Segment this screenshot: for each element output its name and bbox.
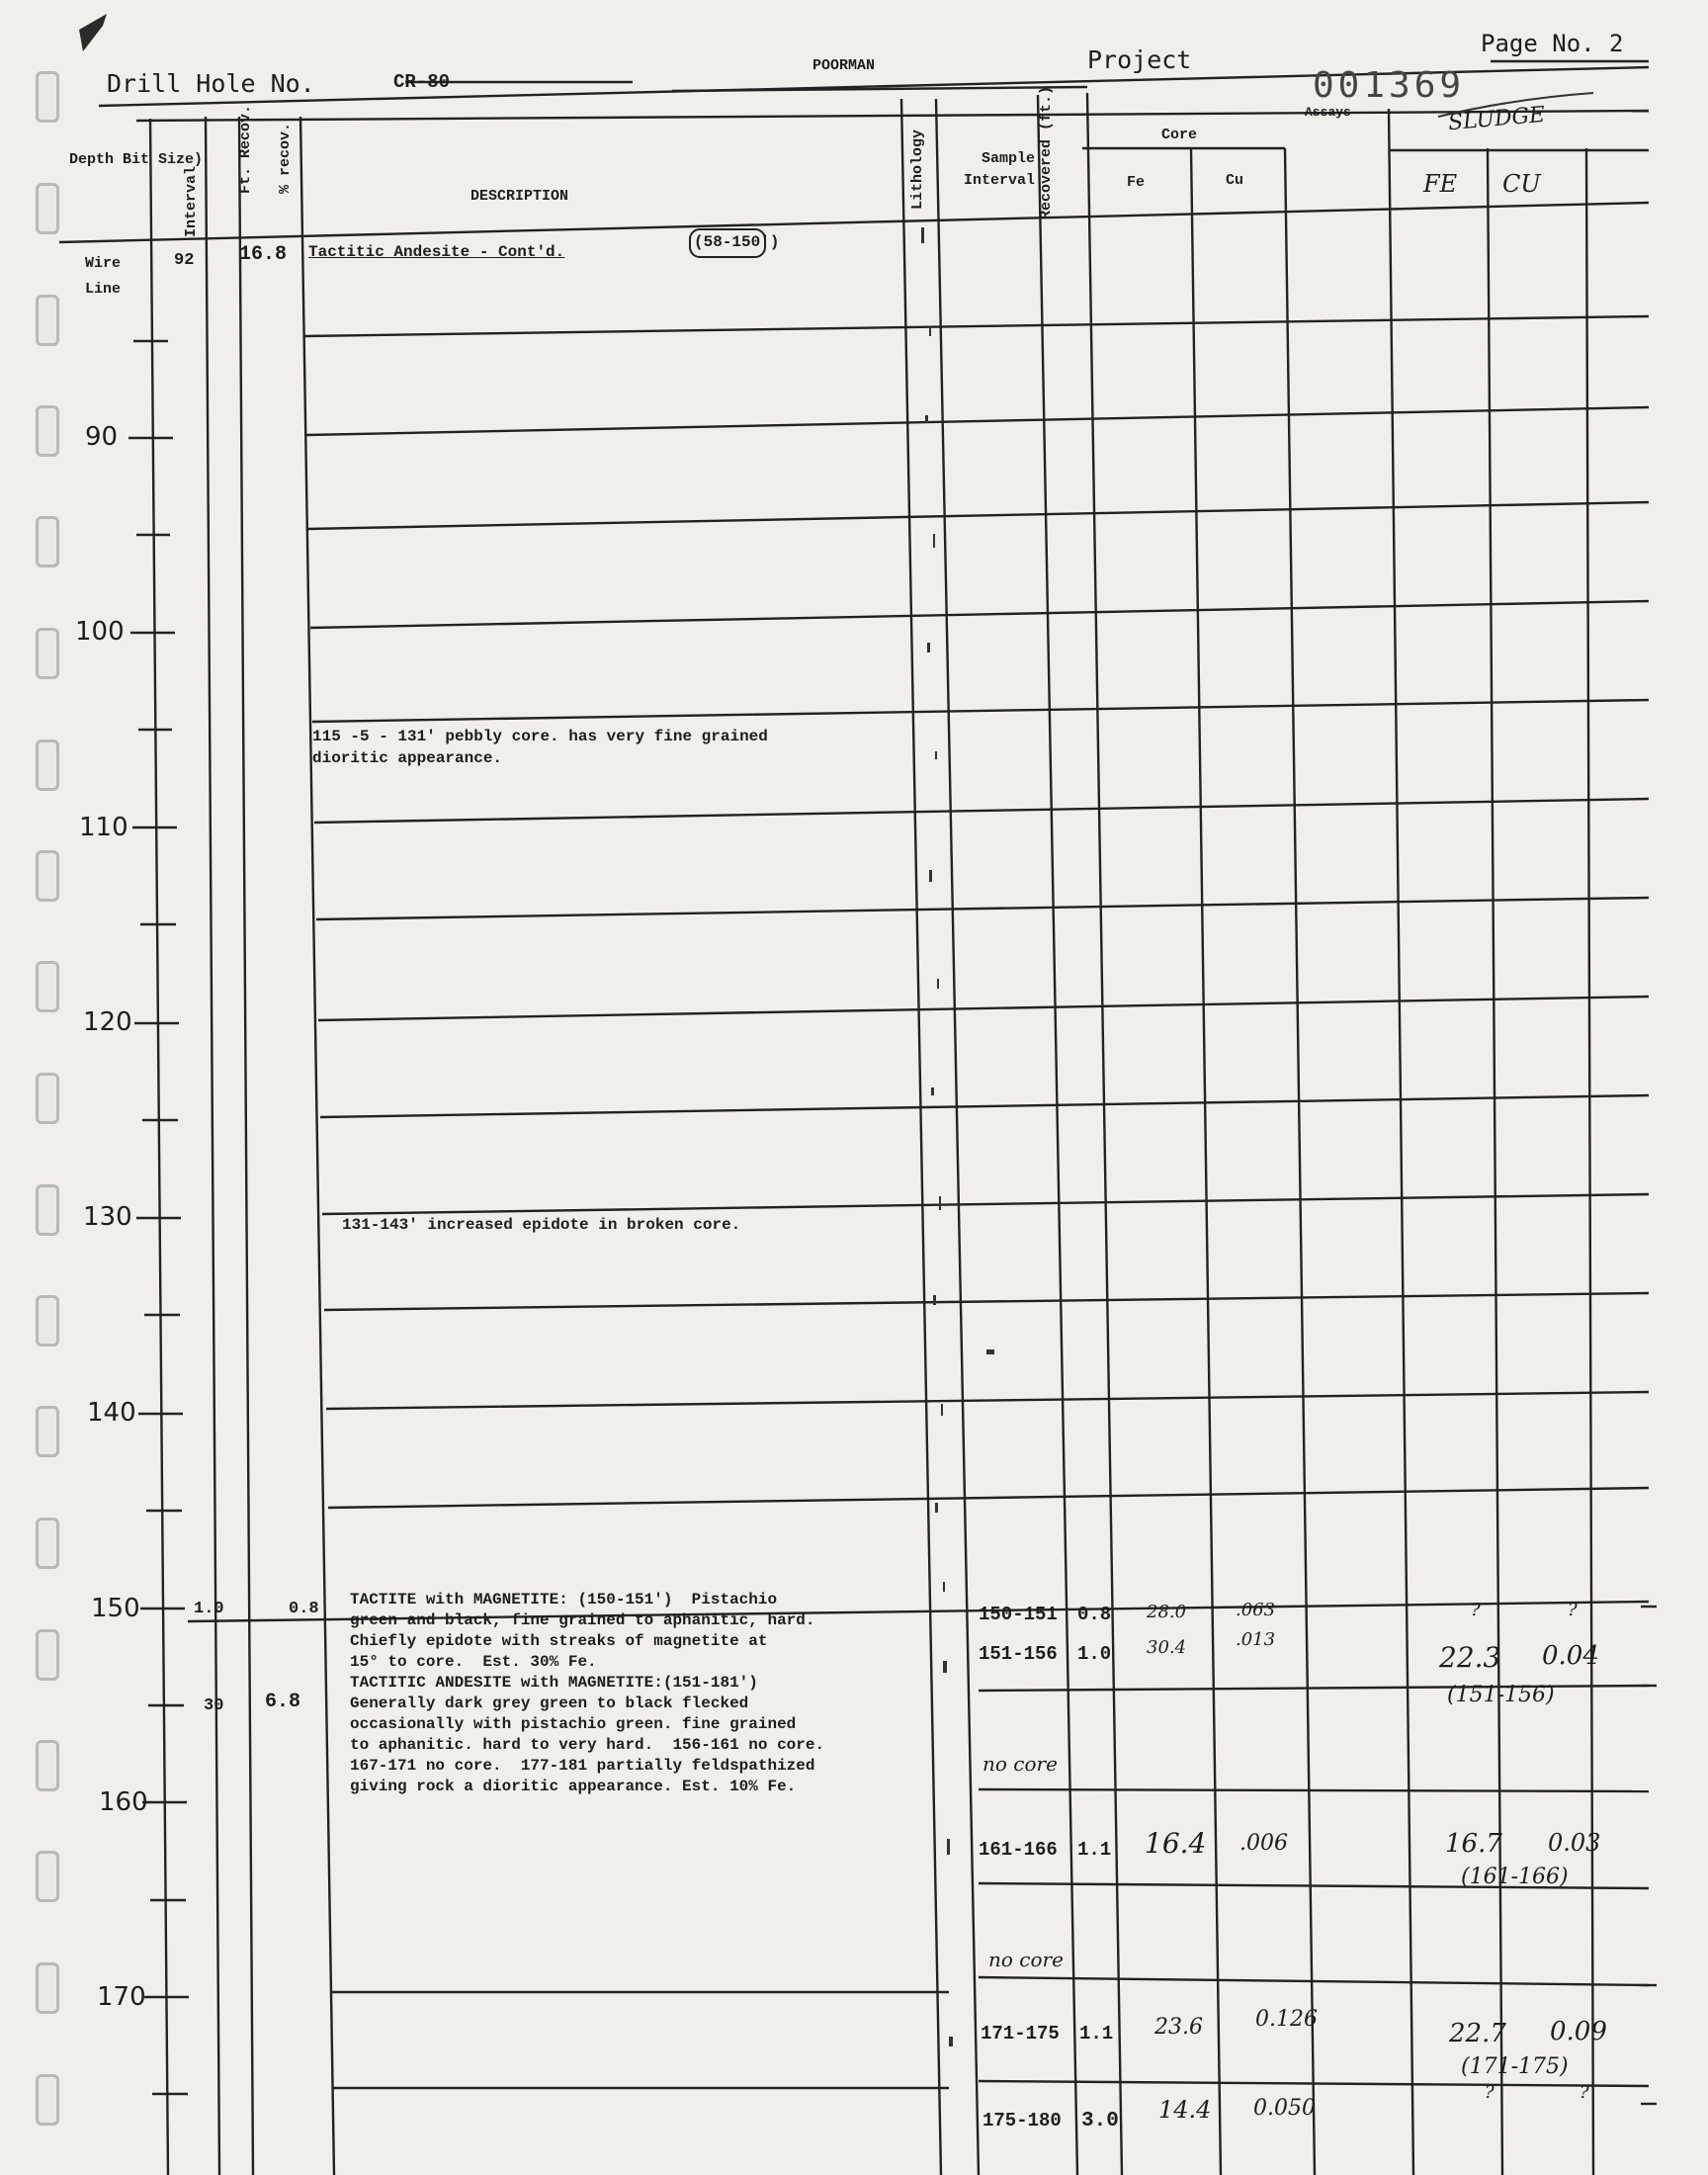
run2-recovery-a: 0.8	[289, 1600, 319, 1618]
run1-recovery: 16.8	[239, 243, 288, 266]
project-name: POORMAN	[812, 57, 876, 74]
ft-recov-column-header: Ft. Recov.	[237, 104, 254, 194]
depth-label: 110	[79, 813, 128, 842]
sample-interval: 151-156	[979, 1643, 1058, 1665]
sample-no-core: no core	[982, 1752, 1058, 1776]
run1-interval: 92	[174, 251, 195, 270]
depth-label: 100	[75, 617, 125, 647]
recovered-column-header: Recovered (ft.)	[1038, 85, 1055, 219]
sludge-cu-value: 0.09	[1550, 2017, 1607, 2046]
bit-size: Wire Line	[85, 255, 122, 298]
sludge-cu-value: ?	[1580, 2082, 1589, 2103]
core-fe-header: Fe	[1127, 174, 1146, 191]
depth-label: 170	[97, 1982, 146, 2012]
sample-interval: 161-166	[979, 1839, 1058, 1861]
sample-interval: 150-151	[979, 1604, 1058, 1625]
sludge-cu-header: CU	[1502, 170, 1541, 198]
core-cu-value: 0.126	[1255, 2007, 1318, 2032]
sludge-range: (161-166)	[1461, 1865, 1569, 1889]
depth-label: 160	[99, 1787, 148, 1817]
sample-interval-column-header: Sample Interval	[963, 150, 1035, 189]
sludge-cu-value: 0.03	[1548, 1829, 1601, 1857]
description-continued: Tactitic Andesite - Cont'd.	[308, 243, 565, 261]
sample-no-core: no core	[988, 1948, 1064, 1971]
sludge-fe-header: FE	[1423, 170, 1458, 198]
core-cu-header: Cu	[1226, 172, 1244, 189]
sludge-fe-value: 16.7	[1445, 1829, 1502, 1859]
sample-recovered: 1.1	[1079, 2023, 1114, 2044]
sample-interval: 171-175	[981, 2023, 1060, 2044]
core-cu-value: .063	[1236, 1600, 1276, 1620]
core-cu-value: 0.050	[1253, 2096, 1316, 2121]
depth-label: 130	[83, 1202, 132, 1232]
pct-recov-column-header: % recov.	[277, 122, 294, 194]
sludge-fe-value: 22.7	[1449, 2019, 1506, 2048]
document-number: 001369	[1313, 65, 1466, 106]
core-cu-value: .006	[1239, 1831, 1288, 1856]
sludge-label: SLUDGE	[1447, 102, 1547, 136]
core-fe-value: 23.6	[1154, 2015, 1203, 2040]
sample-recovered: 1.1	[1077, 1839, 1112, 1861]
interval-column-header: Interval	[183, 165, 200, 237]
run2-recovery-b: 6.8	[265, 1691, 301, 1713]
depth-label: 140	[87, 1398, 136, 1428]
core-column-header: Core	[1161, 127, 1198, 143]
depth-column-header: Depth Bit Size)	[69, 151, 204, 168]
core-fe-value: 30.4	[1147, 1637, 1187, 1658]
project-label: Project	[1087, 45, 1192, 74]
lithology-column-header: Lithology	[909, 129, 926, 210]
depth-label: 150	[91, 1594, 140, 1623]
description-tactite: TACTITE with MAGNETITE: (150-151') Pistachio green and black, fine grained to aphanitic, hard. Chiefly epidote with streaks of magnetite at 15° to core. Est. 30% Fe. TACTITIC ANDESITE with MAGNETITE:(151-181') Generally dark grey green to black flecked occasionally with pistachio green. fine grained to aphanitic. hard to very hard. 156-161 no core. 167-171 no core. 177-181 partially feldspathized giving rock a dioritic appearance. Est. 10% Fe.	[350, 1591, 825, 1795]
depth-label: 120	[83, 1007, 132, 1037]
core-fe-value: 14.4	[1158, 2096, 1212, 2124]
core-fe-value: 28.0	[1147, 1602, 1187, 1622]
drill-hole-label: Drill Hole No.	[107, 69, 315, 98]
sample-interval: 175-180	[982, 2110, 1062, 2132]
depth-label: 90	[85, 422, 119, 452]
page-number: Page No. 2	[1481, 30, 1624, 57]
run2-interval-a: 1.0	[194, 1600, 224, 1618]
sludge-cu-value: 0.04	[1542, 1641, 1599, 1671]
description-note: 115 -5 - 131' pebbly core. has very fine grained dioritic appearance.	[312, 728, 768, 767]
sample-recovered: 0.8	[1077, 1604, 1112, 1625]
core-fe-value: 16.4	[1145, 1827, 1207, 1860]
assays-label: Assays	[1305, 105, 1351, 120]
core-cu-value: .013	[1236, 1629, 1276, 1650]
description-note: 131-143' increased epidote in broken core.	[342, 1216, 741, 1234]
description-column-header: DESCRIPTION	[470, 188, 569, 205]
sludge-range: (151-156)	[1447, 1683, 1555, 1707]
description-range: (58-150')	[694, 233, 780, 251]
sludge-fe-value: ?	[1485, 2082, 1494, 2103]
sample-recovered: 1.0	[1077, 1643, 1112, 1665]
drill-hole-value: CR-80	[393, 71, 451, 93]
sludge-range: (171-175)	[1461, 2054, 1569, 2079]
sludge-cu-value: ?	[1568, 1600, 1578, 1620]
sample-recovered: 3.0	[1081, 2110, 1119, 2132]
run2-interval-b: 30	[204, 1696, 224, 1715]
sludge-fe-value: 22.3	[1439, 1641, 1501, 1674]
sludge-fe-value: ?	[1471, 1600, 1481, 1620]
